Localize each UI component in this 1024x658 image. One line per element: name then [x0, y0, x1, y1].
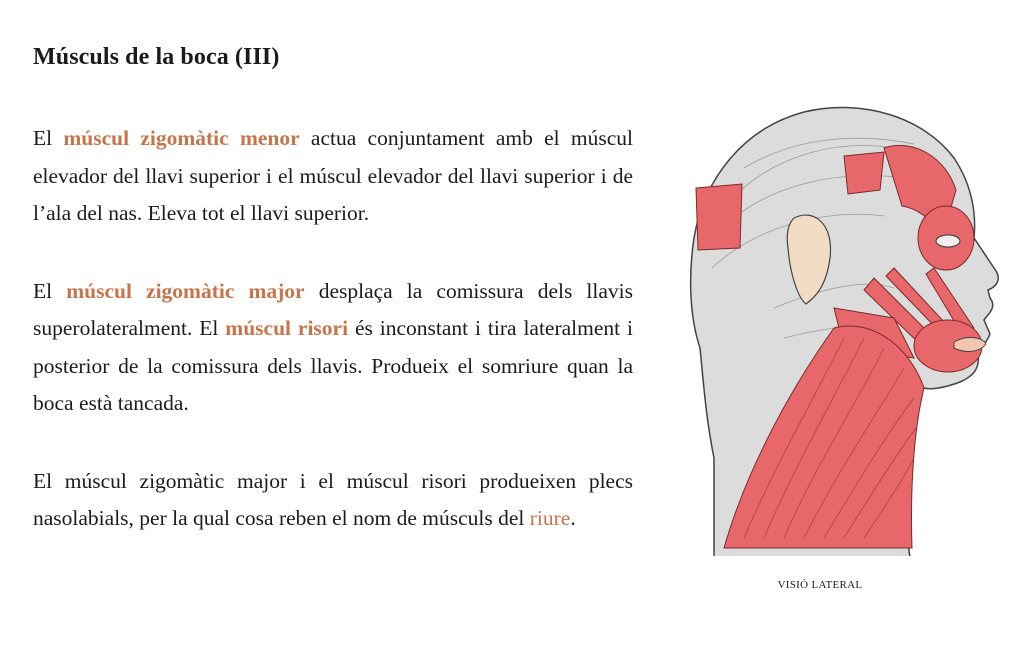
- page-title: Músculs de la boca (III): [33, 44, 280, 70]
- term-zigomatic-menor: múscul zigomàtic menor: [63, 126, 300, 150]
- term-zigomatic-major: múscul zigomàtic major: [66, 278, 305, 303]
- term-riure: riure: [529, 506, 571, 530]
- segment: El: [33, 278, 67, 303]
- head-muscles-lateral-illustration: [684, 98, 1014, 556]
- body-text: [33, 120, 633, 578]
- figure-caption: VISIÓ LATERAL: [777, 579, 863, 591]
- term-risori: múscul risori: [225, 316, 349, 340]
- paragraph-1: [33, 120, 633, 233]
- segment: El múscul zigomàtic major i el múscul risori produeixen plecs nasolabials, per la qual cosa reben el nom de músculs del: [33, 468, 633, 530]
- paragraph-2: [33, 273, 633, 423]
- occipital-muscle: [696, 184, 742, 250]
- segment: és inconstant i tira lateralment i posterior de la comissura dels llavis. Produeix el somriure quan la boca està tancada.: [33, 316, 634, 415]
- segment: El: [33, 126, 64, 150]
- paragraph-3: [33, 463, 633, 538]
- segment: desplaça la comissura dels llavis superolateralment. El: [33, 278, 634, 340]
- segment: actua conjuntament amb el múscul elevador del llavi superior i el múscul elevador del llavi superior i de l’ala del nas. Eleva tot el llavi superior.: [33, 126, 634, 225]
- segment: .: [570, 506, 576, 530]
- temporal-muscle-upper: [844, 152, 884, 194]
